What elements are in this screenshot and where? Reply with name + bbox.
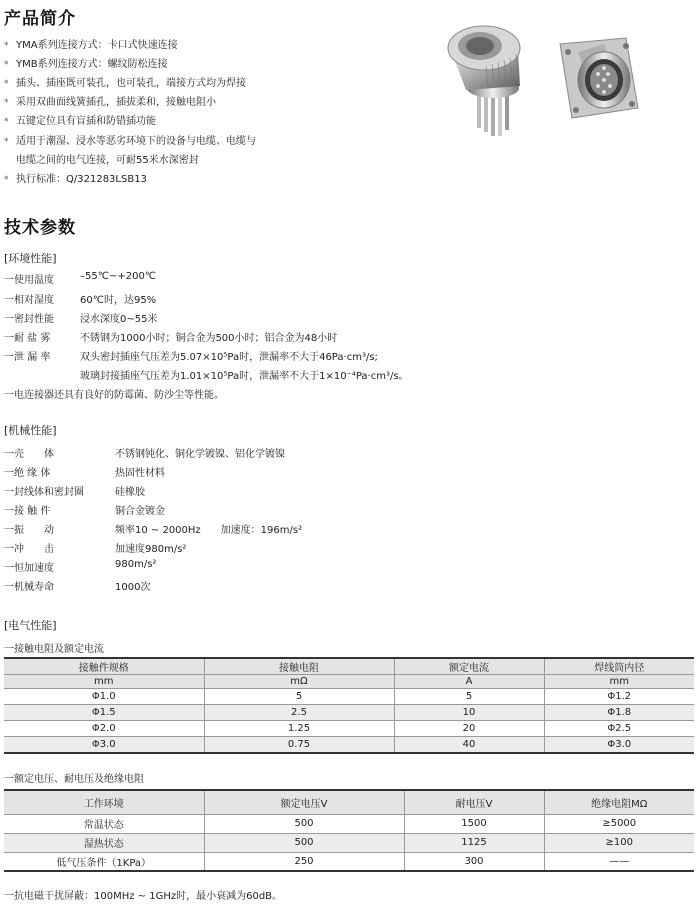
table-header-row: 工作环境 额定电压V 耐电压V 绝缘电阻MΩ <box>4 790 694 814</box>
mech-heading: [机械性能] <box>4 424 57 437</box>
tech-title: 技术参数 <box>4 218 76 238</box>
list-item: * YMA系列连接方式：卡口式快速连接 <box>4 40 178 51</box>
connector-product-image <box>428 22 648 144</box>
list-item: * 插头、插座既可装孔，也可装孔，端接方式均为焊接 <box>4 78 246 89</box>
mech-row-seal: 一封线体和密封圈 硅橡胶 <box>4 487 145 498</box>
env-row-leak-2: 玻璃封接插座气压差为1.01×10⁵Pa时，泄漏率不大于1×10⁻⁴Pa·cm³/s。 <box>80 371 409 382</box>
elec-heading: [电气性能] <box>4 619 57 632</box>
list-item: * 采用双曲面线簧插孔，插拔柔和，接触电阻小 <box>4 97 216 108</box>
table-row: 常温状态 500 1500 ≥5000 <box>4 814 694 833</box>
receptacle-image <box>560 38 638 118</box>
table-row: Φ2.0 1.25 20 Φ2.5 <box>4 721 694 737</box>
list-item: * 执行标准：Q/321283LSB13 <box>4 174 147 185</box>
table-unit-row: mm mΩ A mm <box>4 675 694 689</box>
emi-shielding-note: 一抗电磁干扰屏蔽：100MHz ~ 1GHz时，最小衰减为60dB。 <box>4 891 283 902</box>
mech-row-life: 一机械寿命 1000次 <box>4 582 151 593</box>
table-row: Φ1.0 5 5 Φ1.2 <box>4 689 694 705</box>
mech-row-contact: 一接 触 件 铜合金镀金 <box>4 506 165 517</box>
table-row: Φ1.5 2.5 10 Φ1.8 <box>4 705 694 721</box>
table1-title: 一接触电阻及额定电流 <box>4 644 104 655</box>
env-row-leak: 一泄 漏 率 双头密封插座气压差为5.07×10⁵Pa时，泄漏率不大于46Pa·cm³/s; <box>4 352 378 363</box>
voltage-insulation-table <box>4 789 694 872</box>
env-heading: [环境性能] <box>4 252 57 265</box>
env-row-humidity: 一相对湿度 60℃时，达95% <box>4 295 157 306</box>
mech-row-shock: 一冲 击 加速度980m/s² <box>4 544 187 555</box>
contact-resistance-table <box>4 657 694 754</box>
intro-title: 产品简介 <box>4 9 76 29</box>
mech-row-vibration: 一振 动 频率10 ~ 2000Hz 加速度：196m/s² <box>4 525 303 536</box>
list-item: 电缆之间的电气连接，可耐55米水深密封 <box>16 155 199 166</box>
mech-row-shell: 一壳 体 不锈钢钝化、铜化学镀镍、铝化学镀镍 <box>4 449 285 460</box>
env-note: 一电连接器还具有良好的防霉菌、防沙尘等性能。 <box>4 390 224 401</box>
mech-row-insulator: 一绝 缘 体 热固性材料 <box>4 468 165 479</box>
plug-image <box>448 26 520 136</box>
table-row: 湿热状态 500 1125 ≥100 <box>4 833 694 852</box>
env-row-salt: 一耐 盐 雾 不锈钢为1000小时；铜合金为500小时；铝合金为48小时 <box>4 333 338 344</box>
list-item: * 五键定位具有盲插和防错插功能 <box>4 116 156 127</box>
intro-bullet-list <box>4 39 256 192</box>
env-row-temp: 一使用温度 –55℃~+200℃ <box>4 271 157 286</box>
mech-row-acceleration: 一恒加速度 980m/s² <box>4 559 157 574</box>
list-item: * 适用于潮湿、浸水等恶劣环境下的设备与电缆、电缆与 <box>4 136 256 147</box>
table-row: Φ3.0 0.75 40 Φ3.0 <box>4 737 694 753</box>
env-row-seal: 一密封性能 浸水深度0~55米 <box>4 314 158 325</box>
list-item: * YMB系列连接方式：螺纹防松连接 <box>4 59 168 70</box>
table2-title: 一额定电压、耐电压及绝缘电阻 <box>4 774 144 785</box>
table-row: 低气压条件（1KPa） 250 300 —— <box>4 852 694 871</box>
table-header-row: 接触件规格 接触电阻 额定电流 焊线筒内径 <box>4 658 694 675</box>
